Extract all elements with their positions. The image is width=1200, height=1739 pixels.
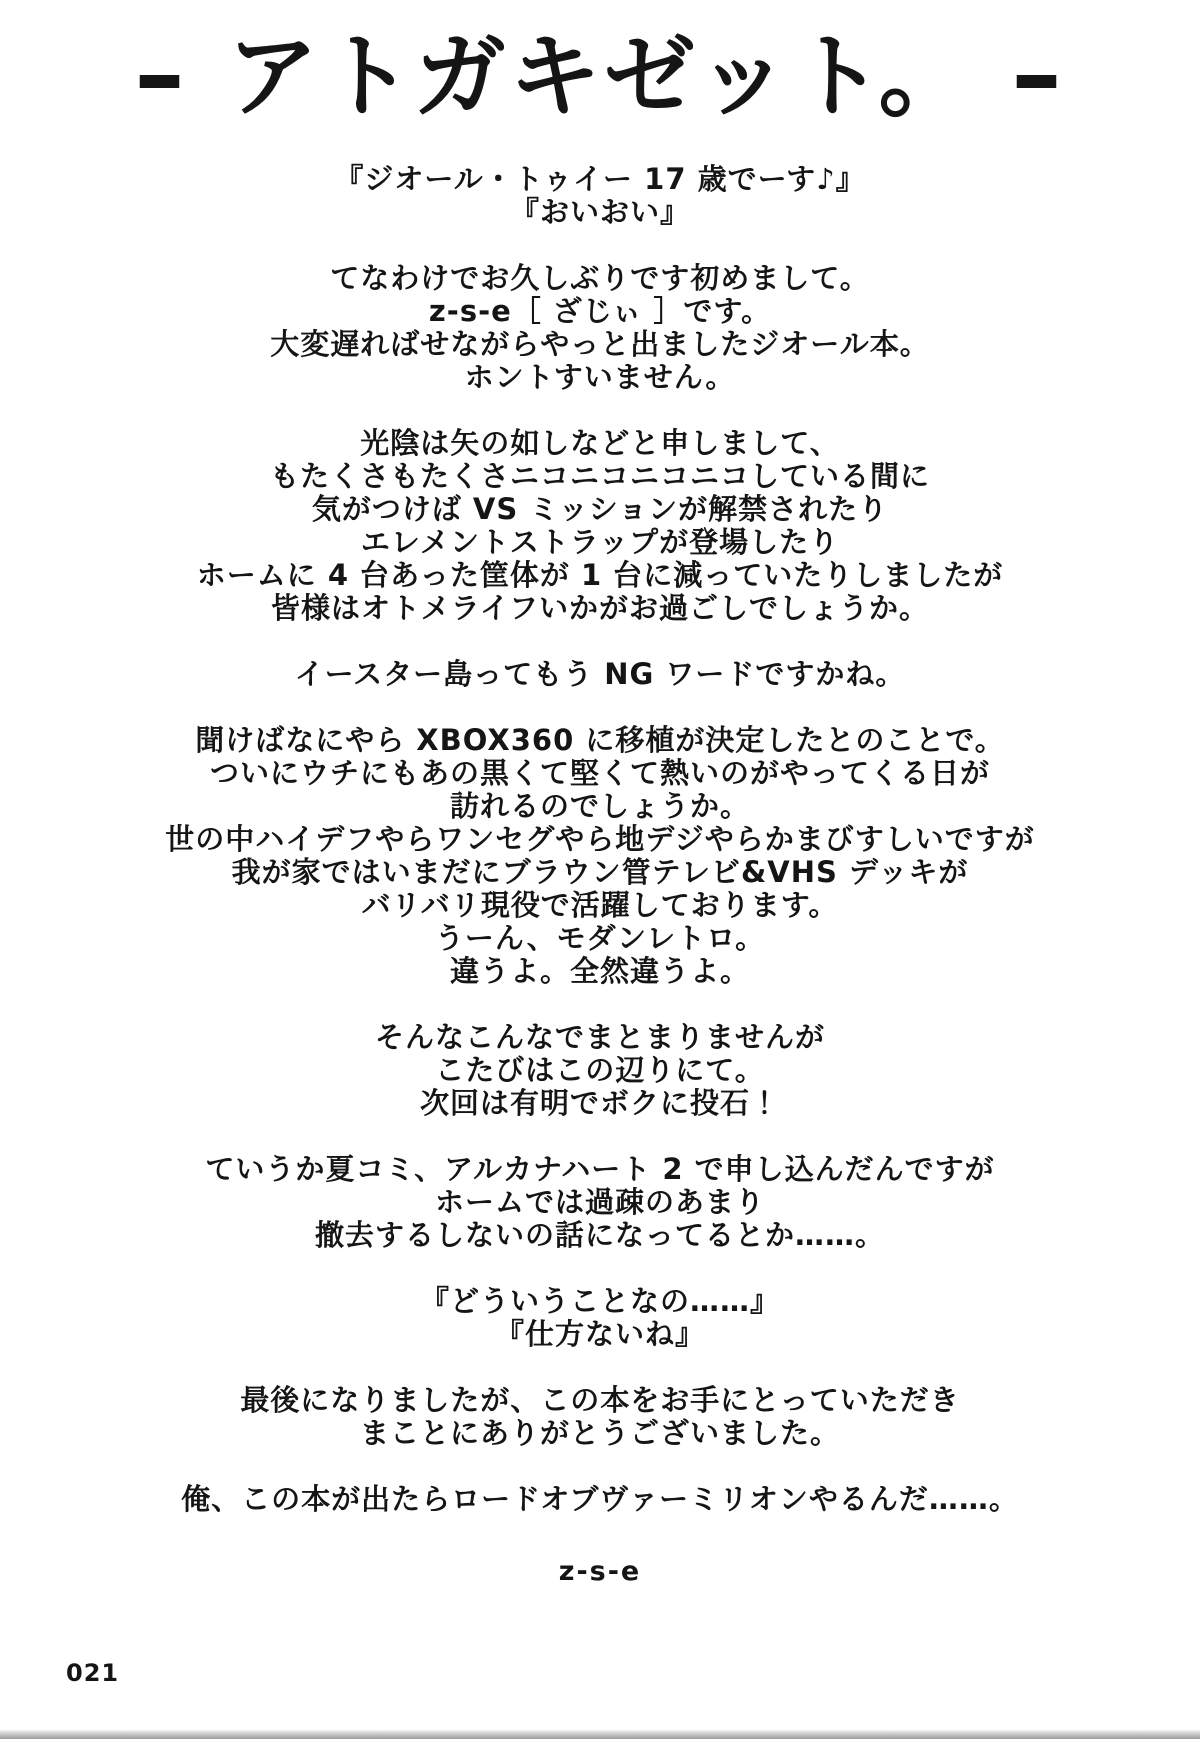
- page-number: 021: [66, 1659, 120, 1687]
- title-left-dash: -: [133, 23, 191, 130]
- text-line: 最後になりましたが、この本をお手にとっていただき: [240, 1383, 960, 1418]
- afterword-page: [0, 23, 1200, 1739]
- paragraph: [0, 724, 1200, 988]
- paragraph: [0, 658, 1200, 691]
- text-line: 次回は有明でボクに投石！: [419, 1086, 780, 1121]
- text-line: ついにウチにもあの黒くて堅くて熱いのがやってくる日が: [209, 756, 990, 791]
- text-line: ホームでは過疎のあまり: [434, 1185, 765, 1220]
- paragraph: [0, 1384, 1200, 1450]
- text-line: イースター島ってもう NG ワードですかね。: [294, 657, 906, 692]
- text-line: まことにありがとうございました。: [359, 1416, 840, 1451]
- text-line: 俺、この本が出たらロードオブヴァーミリオンやるんだ……。: [181, 1482, 1019, 1517]
- text-line: 気がつけば VS ミッションが解禁されたり: [311, 492, 889, 527]
- text-line: 撤去するしないの話になってるとか……。: [314, 1218, 885, 1253]
- page-title: [0, 23, 1200, 130]
- title-text: アトガキゼット。: [226, 23, 974, 130]
- text-line: 違うよ。全然違うよ。: [449, 954, 750, 989]
- text-line: 『仕方ないね』: [494, 1317, 705, 1352]
- text-line: 訪れるのでしょうか。: [449, 789, 750, 824]
- afterword-body: [0, 163, 1200, 1516]
- text-line: 皆様はオトメライフいかがお過ごしでしょうか。: [271, 591, 929, 626]
- text-line: 我が家ではいまだにブラウン管テレビ&VHS デッキが: [231, 855, 969, 890]
- title-right-dash: -: [1009, 23, 1067, 130]
- paragraph: [0, 1483, 1200, 1516]
- text-line: 『ジオール・トゥイー 17 歳でーす♪』: [334, 162, 866, 197]
- text-line: z-s-e［ ざじぃ ］です。: [428, 294, 772, 329]
- text-line: ホームに 4 台あった筐体が 1 台に減っていたりしましたが: [196, 558, 1004, 593]
- text-line: ていうか夏コミ、アルカナハート 2 で申し込んだんですが: [205, 1152, 995, 1187]
- scan-edge-bar: [0, 1730, 1200, 1739]
- text-line: ホントすいません。: [464, 360, 736, 395]
- text-line: 世の中ハイデフやらワンセグやら地デジやらかまびすしいですが: [165, 822, 1035, 857]
- text-line: そんなこんなでまとまりませんが: [374, 1020, 825, 1055]
- text-line: 聞けばなにやら XBOX360 に移植が決定したとのことで。: [195, 723, 1005, 758]
- text-line: 『どういうことなの……』: [419, 1284, 780, 1319]
- text-line: てなわけでお久しぶりです初めまして。: [330, 261, 870, 296]
- text-line: 『おいおい』: [509, 195, 690, 230]
- text-line: 大変遅ればせながらやっと出ましたジオール本。: [270, 327, 930, 362]
- paragraph: [0, 1153, 1200, 1252]
- text-line: エレメントストラップが登場したり: [360, 525, 840, 560]
- paragraph: [0, 1021, 1200, 1120]
- text-line: もたくさもたくさニコニコニコニコしている間に: [269, 459, 930, 494]
- paragraph: [0, 163, 1200, 229]
- text-line: うーん、モダンレトロ。: [434, 921, 766, 956]
- paragraph: [0, 262, 1200, 394]
- text-line: 光陰は矢の如しなどと申しまして、: [360, 426, 840, 461]
- paragraph: [0, 427, 1200, 625]
- text-line: こたびはこの辺りにて。: [435, 1053, 765, 1088]
- text-line: バリバリ現役で活躍しております。: [361, 888, 839, 923]
- paragraph: [0, 1285, 1200, 1351]
- author-signature: z-s-e: [558, 1556, 642, 1588]
